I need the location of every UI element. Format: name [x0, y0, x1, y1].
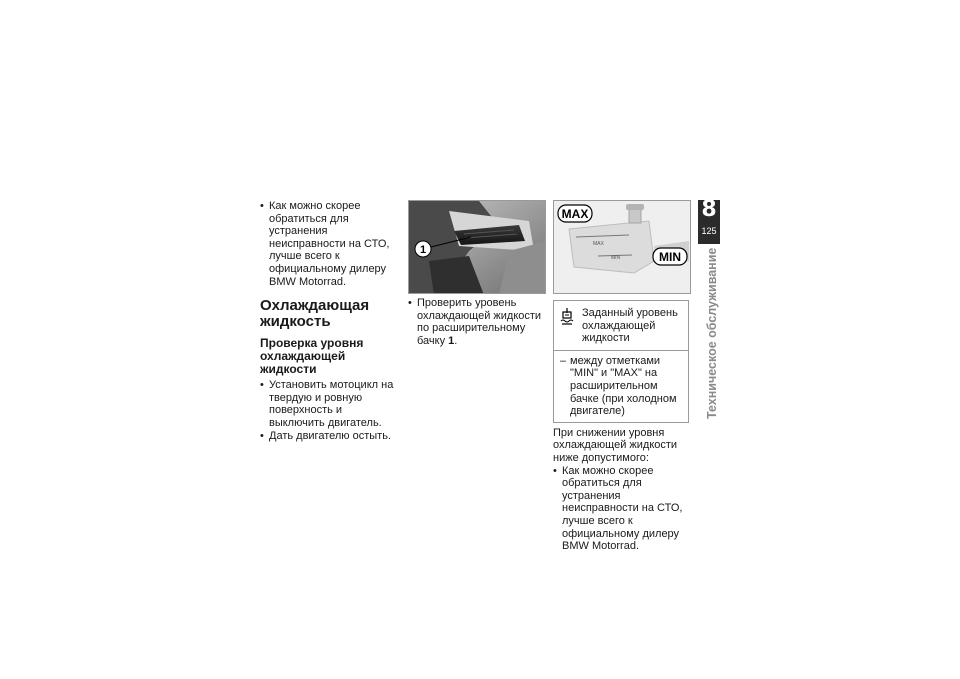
spec-value: между отметками "MIN" и "MAX" на расширительном бачке (при холодном двигателе) — [570, 354, 677, 418]
page-number: 125 — [701, 226, 717, 236]
left-column — [260, 200, 400, 442]
paragraph: При снижении уровня охлаждающей жидкости ниже допустимого: — [553, 426, 678, 464]
section-title-vertical: Техническое обслуживание — [705, 247, 719, 419]
spec-box — [553, 300, 689, 423]
coolant-level-photo — [553, 200, 691, 294]
tank-location-illustration — [409, 201, 546, 294]
reference-number: 1 — [448, 334, 455, 347]
subsection-heading: Проверка уровня охлаждающей жидкости — [260, 336, 364, 377]
list-item: • Проверить уровень охлаждающей жидкости по расширительному бачку 1. — [408, 297, 548, 347]
list-item: • Установить мотоцикл на твердую и ровную поверхность и выключить двигатель. — [260, 379, 400, 429]
tank-level-illustration — [554, 201, 691, 294]
list-item: • Как можно скорее обратиться для устранения неисправности на СТО, лучше всего к официальному дилеру BMW Motorrad. — [260, 200, 400, 288]
middle-column — [408, 200, 548, 347]
callout-number: 1 — [419, 244, 427, 256]
max-mark-label: MAX — [593, 241, 604, 247]
list-item: • Дать двигателю остыть. — [260, 430, 400, 443]
list-item: • Как можно скорее обратиться для устранения неисправности на СТО, лучше всего к официальному дилеру BMW Motorrad. — [553, 465, 691, 553]
coolant-tank-photo — [408, 200, 546, 294]
dash-marker: – — [560, 354, 567, 367]
right-column — [553, 200, 691, 553]
min-callout-text: MIN — [659, 250, 681, 264]
chapter-number: 8 — [701, 197, 717, 222]
max-callout-text: MAX — [561, 207, 589, 221]
min-mark-label: MIN — [611, 255, 621, 261]
section-heading: Охлаждающая жидкость — [260, 297, 370, 331]
coolant-level-icon — [560, 307, 576, 345]
spec-title: Заданный уровень охлаждающей жидкости — [582, 307, 678, 345]
